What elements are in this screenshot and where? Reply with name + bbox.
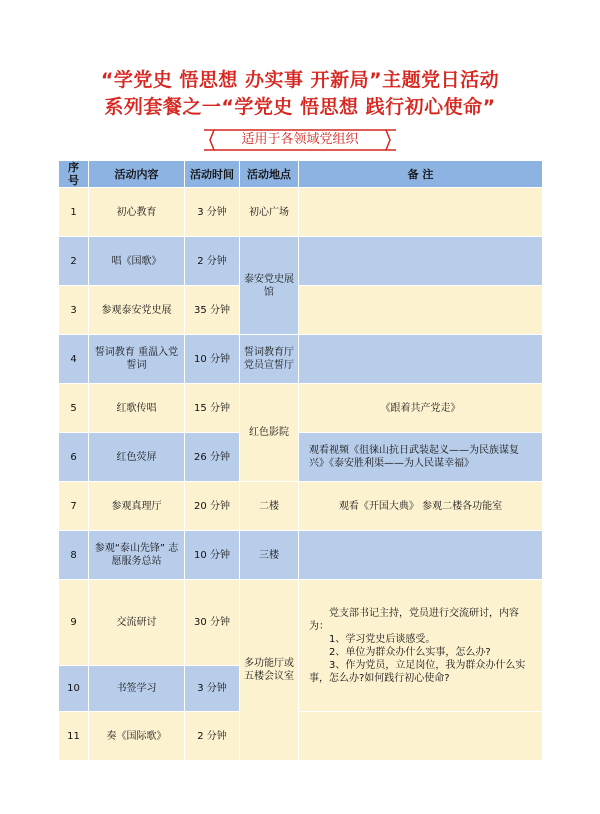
row-location: 三楼 [240,531,299,580]
row-no: 2 [59,237,89,286]
header-time: 活动时间 [185,161,240,188]
row-no: 5 [59,384,89,433]
note-line: 1、学习党史后谈感受。 [329,633,436,645]
title-line-1: “学党史 悟思想 办实事 开新局”主题党日活动 [100,69,500,91]
note-line: 3、作为党员，立足岗位，我为群众办什么实事，怎么办?如何践行初心使命? [309,659,526,684]
row-note [299,712,543,761]
row-content: 参观真理厅 [89,482,185,531]
row-content: 初心教育 [89,188,185,237]
row-time: 3 分钟 [185,188,240,237]
row-location: 多功能厅或 五楼会议室 [240,580,299,761]
row-location: 红色影院 [240,384,299,482]
header-no: 序号 [59,161,89,188]
row-location: 泰安党史展馆 [240,237,299,335]
row-content: 红歌传唱 [89,384,185,433]
row-note: 观看视频《徂徕山抗日武装起义——为民族谋复兴》《泰安胜利渠——为人民谋幸福》 [299,433,543,482]
row-no: 6 [59,433,89,482]
row-note: 观看《开国大典》 参观二楼各功能室 [299,482,543,531]
row-note [299,286,543,335]
row-no: 7 [59,482,89,531]
row-no: 10 [59,666,89,712]
header-location: 活动地点 [240,161,299,188]
table-row [59,712,543,761]
row-no: 3 [59,286,89,335]
activity-table [58,160,543,761]
row-no: 4 [59,335,89,384]
header-content: 活动内容 [89,161,185,188]
row-no: 1 [59,188,89,237]
row-time: 26 分钟 [185,433,240,482]
row-location: 二楼 [240,482,299,531]
row-time: 2 分钟 [185,237,240,286]
row-location: 初心广场 [240,188,299,237]
row-note [299,335,543,384]
title-line-2: 系列套餐之一“学党史 悟思想 践行初心使命” [104,96,496,118]
note-line: 2、单位为群众办什么实事，怎么办? [329,646,491,658]
row-note [299,580,543,712]
row-no: 11 [59,712,89,761]
table-row [59,384,543,433]
table-row [59,237,543,286]
row-content: 交流研讨 [89,580,185,666]
row-location: 誓词教育厅 党员宣誓厅 [240,335,299,384]
subtitle: 适用于各领域党组织 [241,132,359,147]
row-time: 10 分钟 [185,335,240,384]
row-content: 参观“泰山先锋” 志愿服务总站 [89,531,185,580]
table-row [59,188,543,237]
row-time: 35 分钟 [185,286,240,335]
table-row [59,531,543,580]
row-time: 3 分钟 [185,666,240,712]
row-content: 参观泰安党史展 [89,286,185,335]
row-time: 20 分钟 [185,482,240,531]
table-row [59,580,543,666]
row-time: 10 分钟 [185,531,240,580]
row-content: 奏《国际歌》 [89,712,185,761]
row-time: 30 分钟 [185,580,240,666]
table-row [59,482,543,531]
header-note: 备 注 [299,161,543,188]
row-no: 8 [59,531,89,580]
row-note: 《跟着共产党走》 [299,384,543,433]
table-row [59,286,543,335]
row-note [299,531,543,580]
table-row [59,335,543,384]
table-row [59,433,543,482]
row-note [299,188,543,237]
row-content: 红色荧屏 [89,433,185,482]
table-header-row [59,161,543,188]
row-time: 2 分钟 [185,712,240,761]
row-note [299,237,543,286]
row-content: 唱《国歌》 [89,237,185,286]
row-content: 书签学习 [89,666,185,712]
row-time: 15 分钟 [185,384,240,433]
row-content: 誓词教育 重温入党誓词 [89,335,185,384]
row-no: 9 [59,580,89,666]
note-line: 党支部书记主持，党员进行交流研讨，内容为： [309,607,519,632]
subtitle-ribbon [200,128,400,152]
